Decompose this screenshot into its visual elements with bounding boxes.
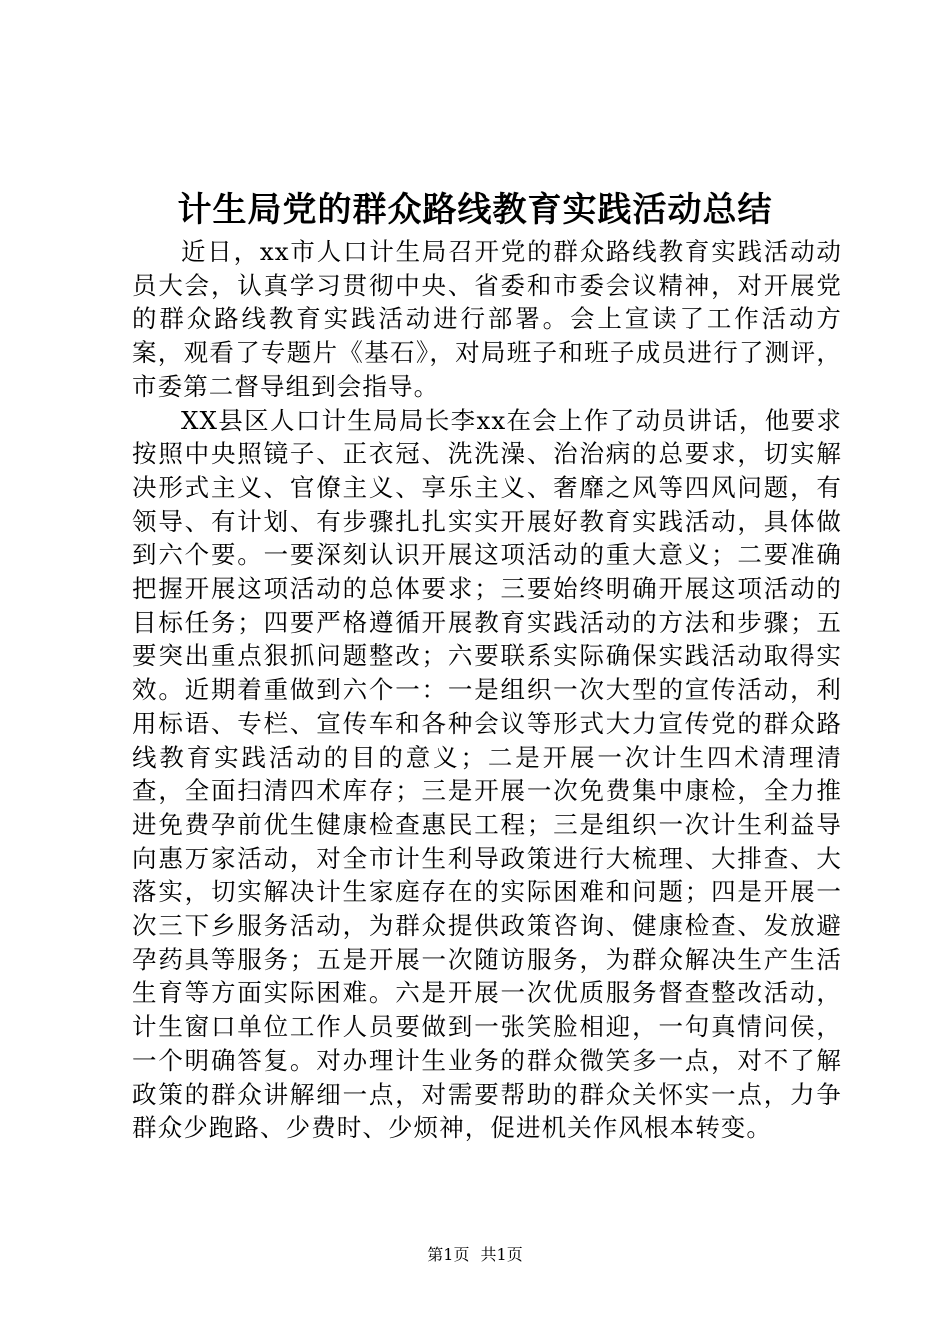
paragraph-2: XX县区人口计生局局长李xx在会上作了动员讲话，他要求按照中央照镜子、正衣冠、洗洗澡、治治病的总要求，切实解决形式主义、官僚主义、享乐主义、奢靡之风等四风问题，有领导、有计划、有步骤扎扎实实开展好教育实践活动，具体做到六个要。一要深刻认识开展这项活动的重大意义；二要准确把握开展这项活动的总体要求；三要始终明确开展这项活动的目标任务；四要严格遵循开展教育实践活动的方法和步骤；五要突出重点狠抓问题整改；六要联系实际确保实践活动取得实效。近期着重做到六个一：一是组织一次大型的宣传活动，利用标语、专栏、宣传车和各种会议等形式大力宣传党的群众路线教育实践活动的目的意义；二是开展一次计生四术清理清查，全面扫清四术库存；三是开展一次免费集中康检，全力推进免费孕前优生健康检查惠民工程；三是组织一次计生利益导向惠万家活动，对全市计生利导政策进行大梳理、大排查、大落实，切实解决计生家庭存在的实际困难和问题；四是开展一次三下乡服务活动，为群众提供政策咨询、健康检查、发放避孕药具等服务；五是开展一次随访服务，为群众解决生产生活生育等方面实际困难。六是开展一次优质服务督查整改活动，计生窗口单位工作人员要做到一张笑脸相迎，一句真情问侯，一个明确答复。对办理计生业务的群众微笑多一点，对不了解政策的群众讲解细一点，对需要帮助的群众关怀实一点，力争群众少跑路、少费时、少烦神，促进机关作风根本转变。 (132, 405, 842, 1143)
document-body (132, 235, 842, 1145)
page-footer (0, 1244, 950, 1266)
paragraph-1: 近日，xx市人口计生局召开党的群众路线教育实践活动动员大会，认真学习贯彻中央、省委和市委会议精神，对开展党的群众路线教育实践活动进行部署。会上宣读了工作活动方案，观看了专题片《基石》，对局班子和班子成员进行了测评，市委第二督导组到会指导。 (132, 237, 842, 401)
page-number: 第1页 (427, 1245, 470, 1264)
page-total: 共1页 (480, 1245, 523, 1264)
document-title: 计生局党的群众路线教育实践活动总结 (177, 190, 773, 230)
